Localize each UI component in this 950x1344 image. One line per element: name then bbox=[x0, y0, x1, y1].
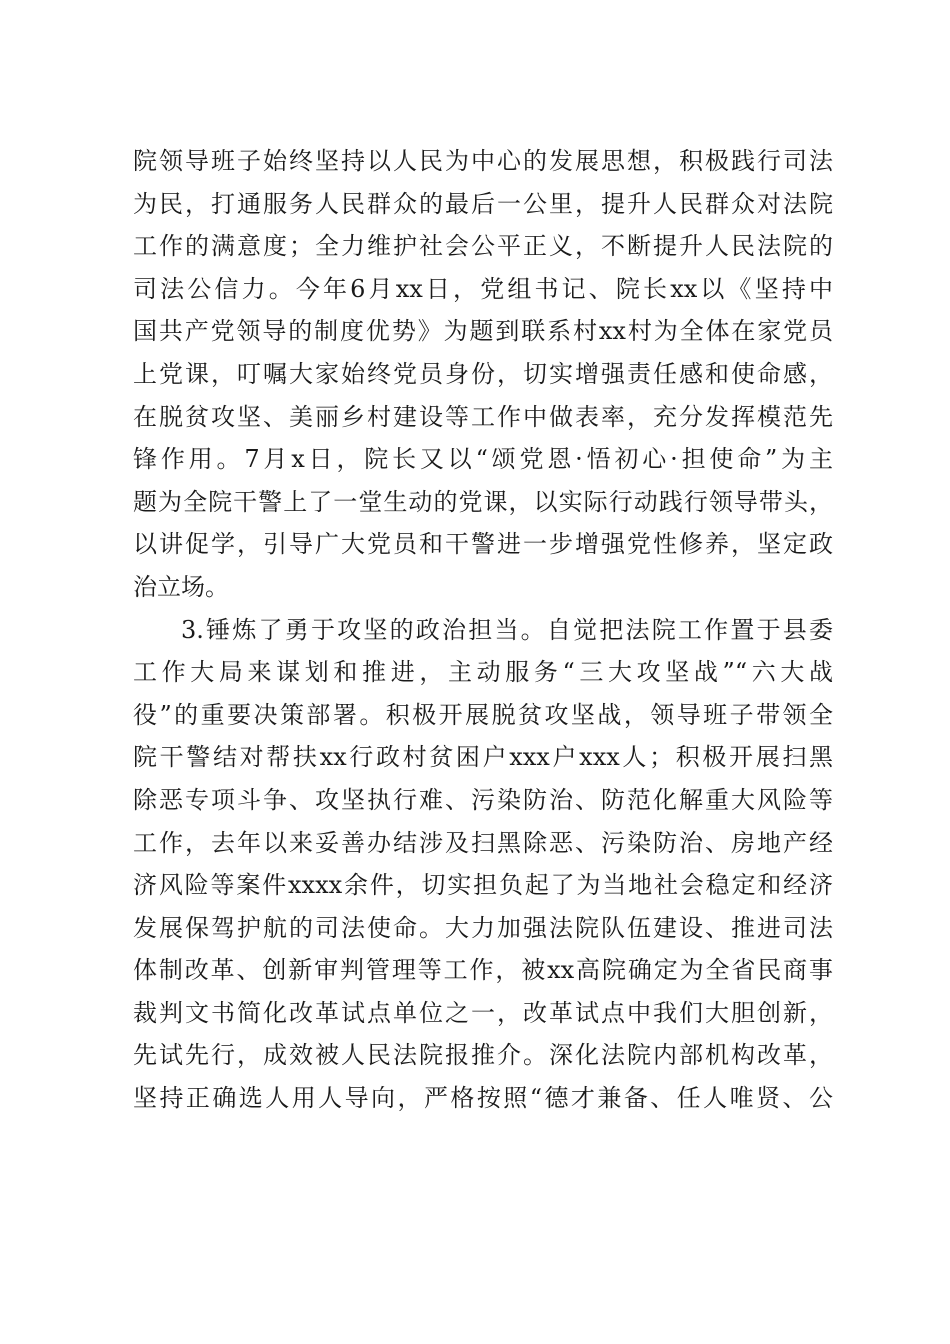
paragraph-heading-line: 3.锤炼了勇于攻坚的政治担当。自觉把法院工作置于县委 bbox=[181, 615, 833, 644]
text-line: 坚持正确选人用人导向，严格按照“德才兼备、任人唯贤、公 bbox=[133, 1084, 833, 1113]
text-line: 裁判文书简化改革试点单位之一，改革试点中我们大胆创新， bbox=[133, 998, 833, 1027]
text-line: 国共产党领导的制度优势》为题到联系村xx村为全体在家党员 bbox=[133, 317, 833, 346]
text-line: 役”的重要决策部署。积极开展脱贫攻坚战，领导班子带领全 bbox=[133, 700, 833, 729]
text-line: 体制改革、创新审判管理等工作，被xx高院确定为全省民商事 bbox=[133, 956, 833, 985]
text-line: 上党课，叮嘱大家始终党员身份，切实增强责任感和使命感， bbox=[133, 359, 833, 388]
text-line: 工作大局来谋划和推进，主动服务“三大攻坚战”“六大战 bbox=[133, 658, 833, 687]
text-line: 工作的满意度；全力维护社会公平正义，不断提升人民法院的 bbox=[133, 232, 833, 261]
text-line: 司法公信力。今年6月xx日，党组书记、院长xx以《坚持中 bbox=[133, 274, 833, 303]
text-line: 题为全院干警上了一堂生动的党课，以实际行动践行领导带头， bbox=[133, 487, 833, 516]
text-line: 锋作用。7月x日，院长又以“颂党恩·悟初心·担使命”为主 bbox=[133, 445, 833, 474]
body-text bbox=[133, 140, 833, 1120]
text-line: 在脱贫攻坚、美丽乡村建设等工作中做表率，充分发挥模范先 bbox=[133, 402, 833, 431]
text-line: 除恶专项斗争、攻坚执行难、污染防治、防范化解重大风险等 bbox=[133, 785, 833, 814]
text-line: 为民，打通服务人民群众的最后一公里，提升人民群众对法院 bbox=[133, 189, 833, 218]
text-line: 工作，去年以来妥善办结涉及扫黑除恶、污染防治、房地产经 bbox=[133, 828, 833, 857]
text-line: 济风险等案件xxxx余件，切实担负起了为当地社会稳定和经济 bbox=[133, 871, 833, 900]
text-line: 以讲促学，引导广大党员和干警进一步增强党性修养，坚定政 bbox=[133, 530, 833, 559]
text-line: 治立场。 bbox=[133, 572, 229, 601]
text-line: 发展保驾护航的司法使命。大力加强法院队伍建设、推进司法 bbox=[133, 913, 833, 942]
text-line: 院领导班子始终坚持以人民为中心的发展思想，积极践行司法 bbox=[133, 147, 833, 175]
text-line: 先试先行，成效被人民法院报推介。深化法院内部机构改革， bbox=[133, 1041, 833, 1070]
text-line: 院干警结对帮扶xx行政村贫困户xxx户xxx人；积极开展扫黑 bbox=[133, 743, 833, 772]
